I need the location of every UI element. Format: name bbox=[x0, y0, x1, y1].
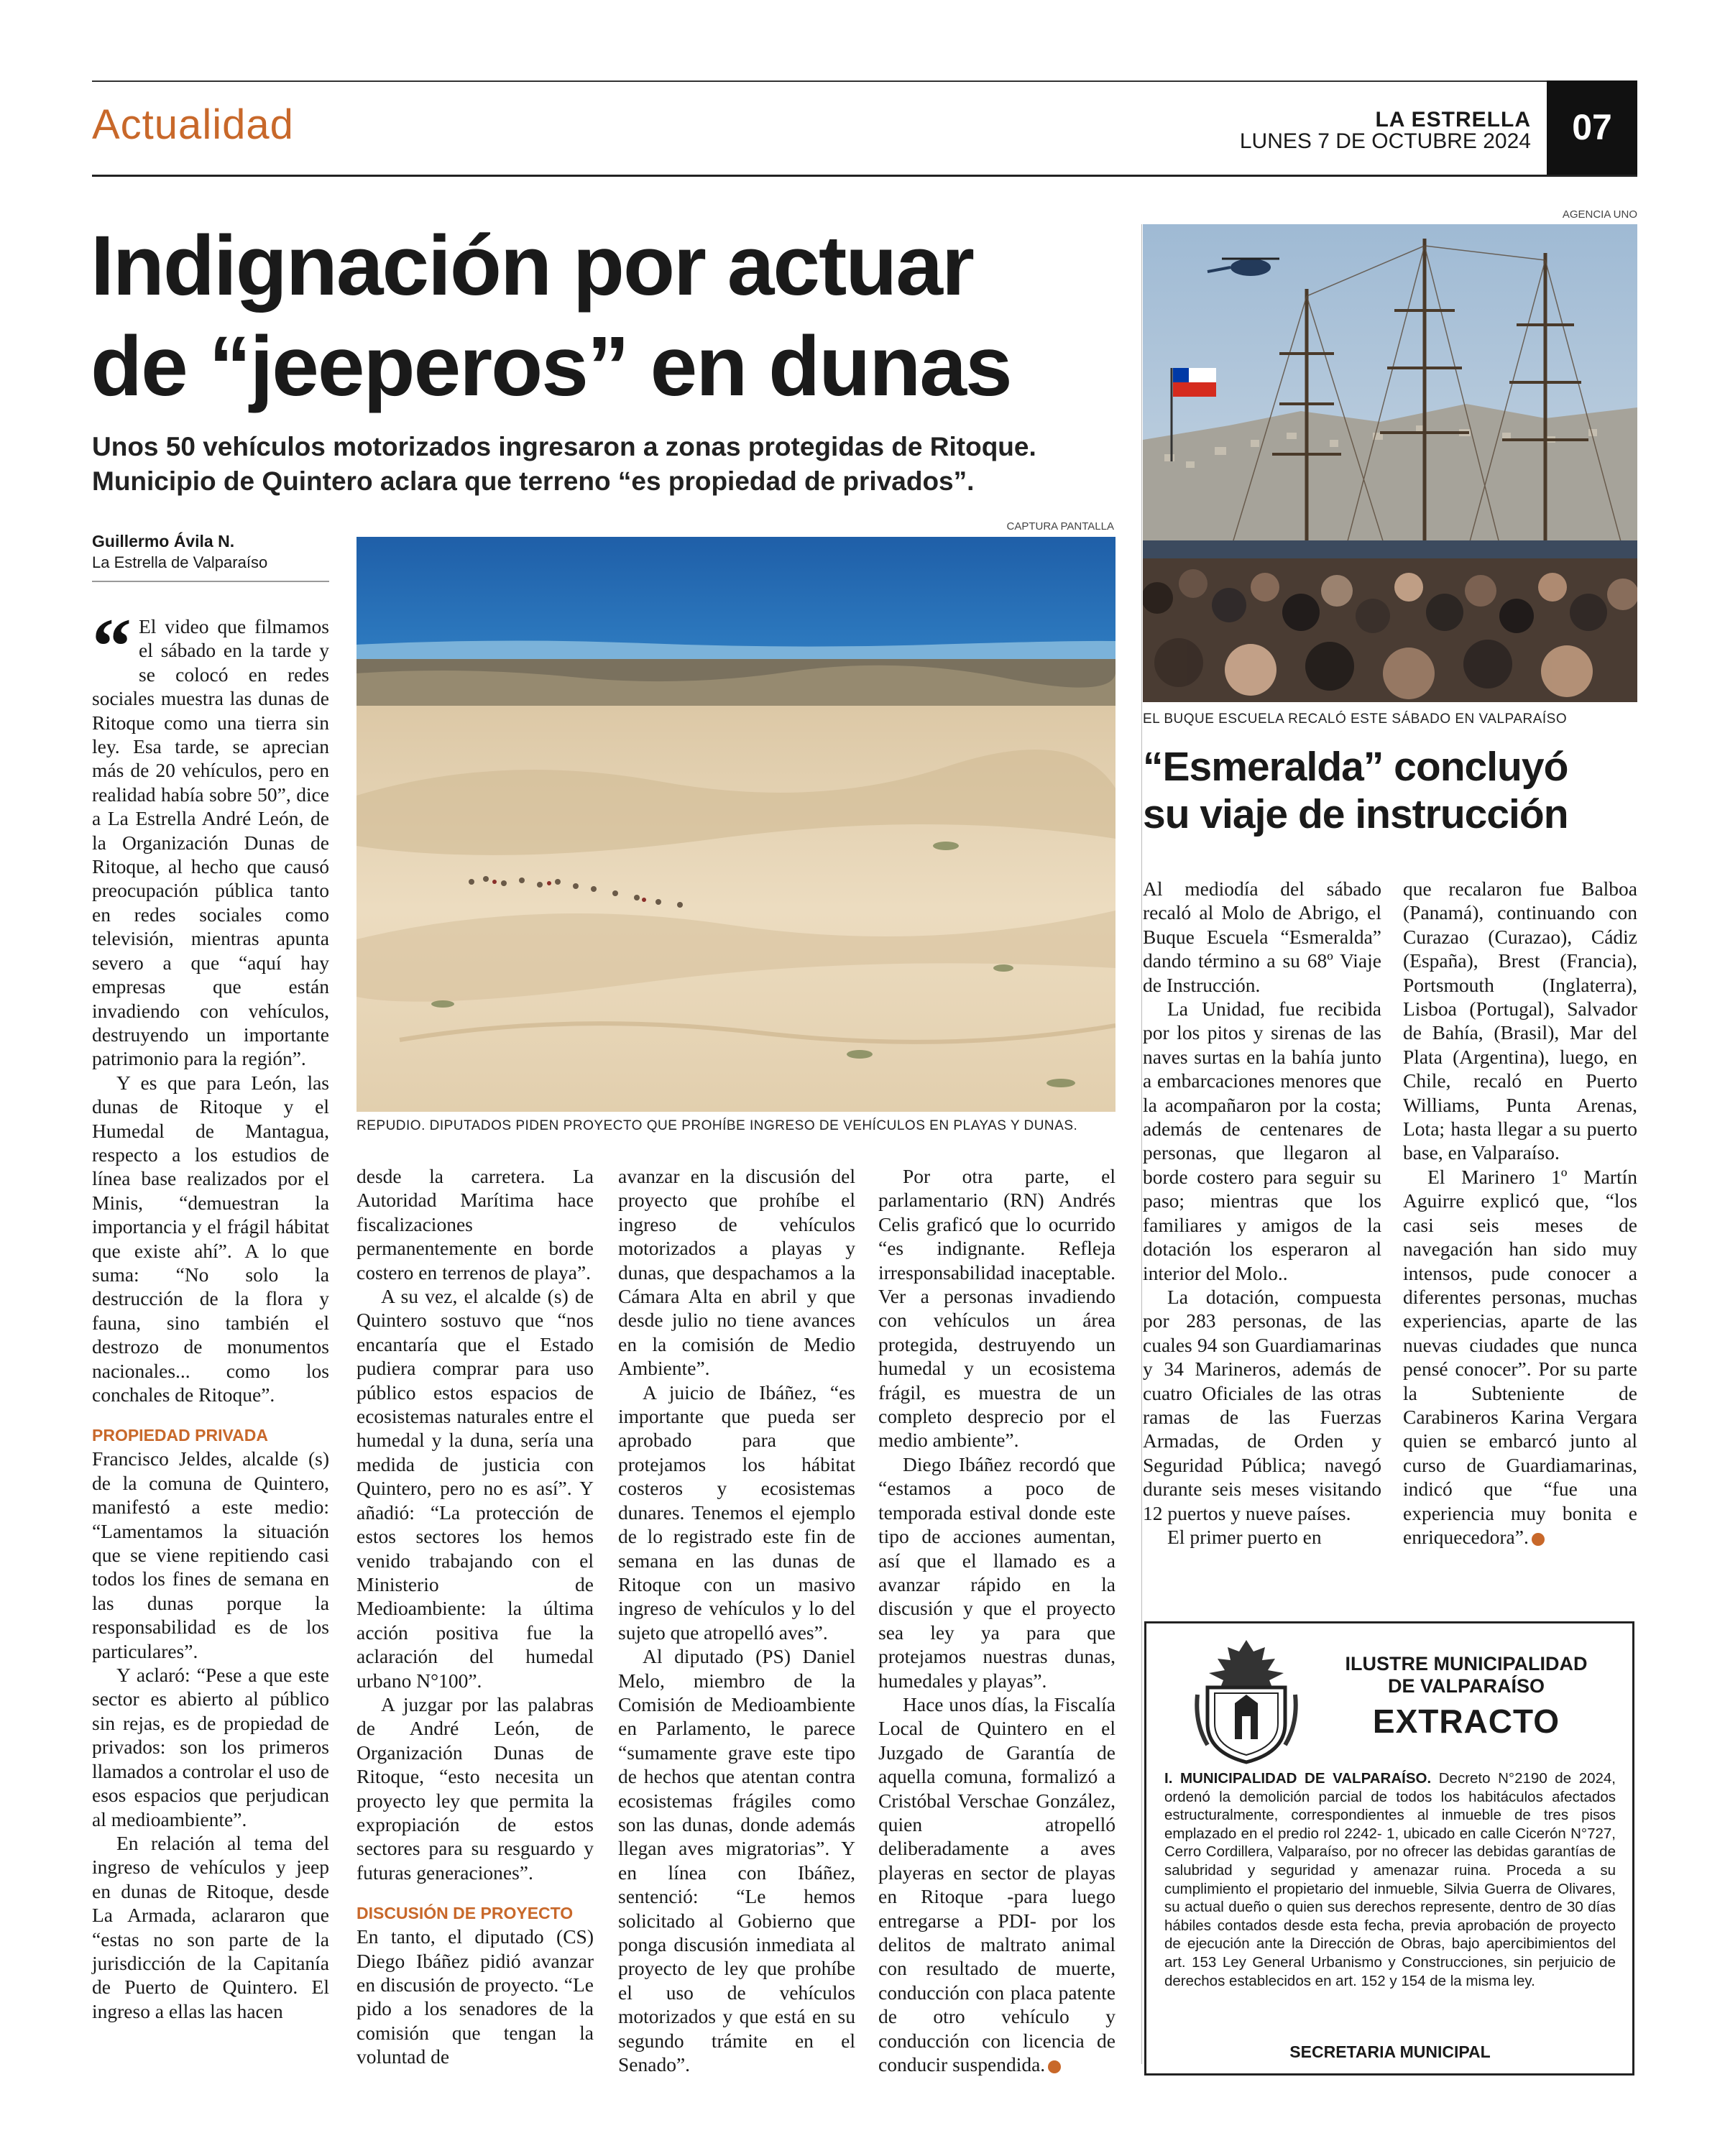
side-column-1 bbox=[1143, 877, 1381, 1549]
section-title: Actualidad bbox=[92, 101, 294, 148]
col4-p3-wrapper bbox=[878, 1692, 1116, 2077]
photo-credit: CAPTURA PANTALLA bbox=[1006, 520, 1114, 533]
side-col2-p2: El Marinero 1º Martín Aguirre explicó que, “los casi seis meses de navegación han sido muy intensos, pude conocer a diferentes personas, muchas experiencias, aparte de las nuevas ciudades que nunca pensé conocer”. Por su parte la Subteniente de Carabineros Karina Vergara quien se embarcó junto al curso de Guardiamarinas, indicó que “fue una experiencia muy bonita e enriquecedora”. bbox=[1403, 1165, 1637, 1548]
dunes-photo bbox=[356, 537, 1116, 1112]
end-of-article-icon: ✪ bbox=[1532, 1533, 1545, 1546]
side-headline-line-2: su viaje de instrucción bbox=[1143, 791, 1568, 837]
newspaper-name: LA ESTRELLA bbox=[1375, 108, 1531, 132]
notice-organization bbox=[1330, 1653, 1603, 1697]
byline-rule bbox=[92, 581, 329, 582]
article-column-3 bbox=[618, 1164, 855, 2076]
main-photo-caption: REPUDIO. DIPUTADOS PIDEN PROYECTO QUE PROHÍBE INGRESO DE VEHÍCULOS EN PLAYAS Y DUNAS. bbox=[356, 1118, 1078, 1133]
page-number: 07 bbox=[1547, 80, 1637, 175]
side-photo-credit: AGENCIA UNO bbox=[1562, 208, 1637, 221]
col1-p2: Y es que para León, las dunas de Ritoque y el Humedal de Mantagua, respecto a los estudios de línea base realizados por el Minis, “demuestran la importancia y el frágil hábitat que existe ahí”. A lo que suma: “No solo la destrucción de la flora y fauna, sino también el destrozo de monumentos nacionales... como los conchales de Ritoque”. bbox=[92, 1071, 329, 1406]
col1-p5: En relación al tema del ingreso de vehículos y jeep en dunas de Ritoque, desde La Armada, aclararon que “estas no son parte de la jurisdicción de la Capitanía de Puerto de Quintero. El ingreso a ellas las hacen bbox=[92, 1831, 329, 2022]
side-col1-p4: El primer puerto en bbox=[1167, 1525, 1322, 1548]
notice-org-line-1: ILUSTRE MUNICIPALIDAD bbox=[1345, 1653, 1588, 1674]
side-headline-line-1: “Esmeralda” concluyó bbox=[1143, 744, 1568, 790]
article-column-2 bbox=[356, 1164, 594, 2069]
column-divider bbox=[1141, 224, 1142, 2064]
tall-ship-photo bbox=[1143, 224, 1637, 702]
municipal-seal-icon bbox=[1193, 1637, 1300, 1765]
col2-p1: desde la carretera. La Autoridad Marítima hace fiscalizaciones permanentemente en borde costero en terrenos de playa”. bbox=[356, 1165, 594, 1284]
header-rule bbox=[92, 175, 1637, 177]
main-subhead: Unos 50 vehículos motorizados ingresaron a zonas protegidas de Ritoque. Municipio de Quintero aclara que terreno “es propiedad de privados”. bbox=[92, 432, 1036, 496]
notice-org-line-2: DE VALPARAÍSO bbox=[1387, 1675, 1545, 1697]
side-col2-p2-wrapper bbox=[1403, 1165, 1637, 1549]
col2-p2: A su vez, el alcalde (s) de Quintero sostuvo que “nos encantaría que el Estado pudiera comprar para uso público estos espacios de ecosistemas naturales entre el humedal y la duna, sería una medida de justicia con Quintero, pero no es así”. Y añadió: “La protección de estos sectores los hemos venido trabajando con el Ministerio de Medioambiente: la última acción positiva fue la aclaración del humedal urbano N°100”. bbox=[356, 1285, 594, 1692]
main-headline bbox=[91, 216, 1154, 417]
end-of-article-icon: ✪ bbox=[1048, 2060, 1061, 2073]
issue-date: LUNES 7 DE OCTUBRE 2024 bbox=[1239, 129, 1531, 153]
col3-p2: A juicio de Ibáñez, “es importante que pueda ser aprobado para que protejamos los hábitat costeros y ecosistemas dunares. Tenemos el ejemplo de lo registrado este fin de semana en las dunas de Ritoque con un masivo ingreso de vehículos y lo del sujeto que atropelló aves”. bbox=[618, 1381, 855, 1644]
col4-p3: Hace unos días, la Fiscalía Local de Quintero en el Juzgado de Garantía de aquella comuna, formalizó a Cristóbal Verschae González, quien atropelló deliberadamente a aves playeras en sector de playas en Ritoque -para luego entregarse a PDI- por los delitos de maltrato animal con resultado de muerte, conducción con placa patente de otro vehículo y conducción con licencia de conducir suspendida. bbox=[878, 1692, 1116, 2076]
quote-mark-icon: “ bbox=[92, 602, 132, 690]
col1-p4: Y aclaró: “Pese a que este sector es abierto al público sin rejas, es de propiedad de privados: son los primeros llamados a controlar el uso de esos espacios que perjudican al medioambiente”. bbox=[92, 1664, 329, 1830]
headline-line-1: Indignación por actuar bbox=[91, 218, 973, 313]
col1-p3: Francisco Jeldes, alcalde (s) de la comuna de Quintero, manifestó a este medio: “Lamentamos la situación que se viene repitiendo casi todos los fines de semana en las dunas porque la responsabilidad es de los particulares”. bbox=[92, 1447, 329, 1662]
notice-lead: I. MUNICIPALIDAD DE VALPARAÍSO. bbox=[1164, 1770, 1432, 1787]
col2-p4: En tanto, el diputado (CS) Diego Ibáñez pidió avanzar en discusión de proyecto. “Le pido a los senadores de la comisión que tengan la voluntad de bbox=[356, 1925, 594, 2068]
col3-p1: avanzar en la discusión del proyecto que prohíbe el ingreso de vehículos motorizados a playas y dunas, que despachamos a la Cámara Alta en abril y que desde julio no tiene avances en la comisión de Medio Ambiente”. bbox=[618, 1165, 855, 1380]
article-column-4 bbox=[878, 1164, 1116, 2076]
article-column-1 bbox=[92, 602, 329, 2023]
tall-ship-photo-graphic bbox=[1143, 224, 1637, 702]
col2-p3: A juzgar por las palabras de André León, de Organización Dunas de Ritoque, “esto necesita un proyecto ley que permita la expropiación de estos sectores para su resguardo y futuras generaciones”. bbox=[356, 1692, 594, 1884]
side-col1-p1: Al mediodía del sábado recaló al Molo de Abrigo, el Buque Escuela “Esmeralda” dando término a su 68º Viaje de Instrucción. bbox=[1143, 877, 1381, 996]
notice-text: Decreto N°2190 de 2024, ordenó la demolición parcial de todos los habitáculos afectados estructuralmente, correspondientes al inmueble de tres pisos emplazado en el predio rol 2242- 1, ubicado en calle Cicerón N°727, Cerro Cordillera, Valparaíso, por no ofrecer las debidas garantías de salubridad y seguridad y amenazar ruina. Proceda a su cumplimiento el propietario del inmueble, Silvia Guerra de Olivares, su actual dueño o quien sus derechos represente, dentro de 30 días hábiles contados desde esta fecha, previa aprobación de proyecto de ejecución ante la Dirección de Obras, bajo apercibimientos del art. 153 Ley General Urbanismo y Construcciones, sin perjuicio de derechos establecidos en art. 152 y 154 de la misma ley. bbox=[1164, 1770, 1616, 1989]
notice-signature: SECRETARIA MUNICIPAL bbox=[1289, 2042, 1491, 2061]
col1-lead-paragraph bbox=[92, 602, 329, 1071]
col4-p1: Por otra parte, el parlamentario (RN) Andrés Celis graficó que lo ocurrido “es indignante. Refleja irresponsabilidad inaceptable. Ver a personas invadiendo con vehículos un área protegida, destruyendo un humedal y un ecosistema frágil, es muestra de un completo desprecio por el medio ambiente”. bbox=[878, 1165, 1116, 1452]
col3-p3: Al diputado (PS) Daniel Melo, miembro de la Comisión de Medioambiente en Parlamento, le parece “sumamente grave este tipo de hechos que atentan contra ecosistemas frágiles como son las dunas, donde además llegan aves migratorias”. Y en línea con Ibáñez, sentenció: “Le hemos solicitado al Gobierno que ponga discusión inmediata al proyecto de ley que prohíbe el uso de vehículos motorizados y que está en su segundo trámite en el Senado”. bbox=[618, 1645, 855, 2076]
side-col2-p1: que recalaron fue Balboa (Panamá), continuando con Curazao (Curazao), Cádiz (España), Brest (Francia), Portsmouth (Inglaterra), Lisboa (Portugal), Salvador de Bahía, (Brasil), Mar del Plata (Argentina), luego, en Chile, recaló en Puerto Williams, Punta Arenas, Lota; hasta llegar a su puerto base, en Valparaíso. bbox=[1403, 877, 1637, 1164]
top-rule bbox=[92, 80, 1637, 82]
subhead-discusion-proyecto: DISCUSIÓN DE PROYECTO bbox=[356, 1904, 574, 1923]
side-column-2 bbox=[1403, 877, 1637, 1549]
subhead-propiedad-privada: PROPIEDAD PRIVADA bbox=[92, 1426, 268, 1445]
headline-line-2: de “jeeperos” en dunas bbox=[91, 319, 1011, 414]
notice-title: EXTRACTO bbox=[1372, 1703, 1560, 1740]
side-col1-p2: La Unidad, fue recibida por los pitos y sirenas de las naves surtas en la bahía junto a embarcaciones menores que la acompañaron por la costa; además de centenares de personas, que llegaron al borde costero para seguir su paso; mientras que los familiares y amigos de la dotación los esperaron al interior del Molo.. bbox=[1143, 998, 1381, 1284]
byline-author: Guillermo Ávila N. bbox=[92, 532, 235, 550]
notice-body bbox=[1164, 1769, 1616, 1990]
dunes-photo-graphic bbox=[356, 537, 1116, 1112]
side-col1-p3: La dotación, compuesta por 283 personas, de las cuales 94 son Guardiamarinas y 34 Marineros, además de cuatro Oficiales de las otras ramas de las Fuerzas Armadas, de Orden y Seguridad Pública; navegó durante seis meses visitando 12 puertos y nueve países. bbox=[1143, 1285, 1381, 1524]
side-headline bbox=[1143, 743, 1637, 838]
col4-p2: Diego Ibáñez recordó que “estamos a poco de temporada estival donde este tipo de acciones aumentan, así que el llamado es a avanzar rápido en la discusión y que el proyecto sea ley ya para que protejamos nuestras dunas, humedales y playas”. bbox=[878, 1452, 1116, 1692]
col1-p1: El video que filmamos el sábado en la tarde y se colocó en redes sociales muestra las dunas de Ritoque como una tierra sin ley. Esa tarde, se aprecian más de 20 vehículos, pero en realidad había sobre 50”, dice a La Estrella André León, de la Organización Dunas de Ritoque, al hecho que causó preocupación pública tanto en redes sociales como televisión, mientras apunta severo a que “aquí hay empresas que están invadiendo con vehículos, destruyendo un importante patrimonio para la región”. bbox=[92, 615, 329, 1070]
byline-organization: La Estrella de Valparaíso bbox=[92, 553, 268, 571]
side-photo-caption: EL BUQUE ESCUELA RECALÓ ESTE SÁBADO EN VALPARAÍSO bbox=[1143, 711, 1568, 727]
